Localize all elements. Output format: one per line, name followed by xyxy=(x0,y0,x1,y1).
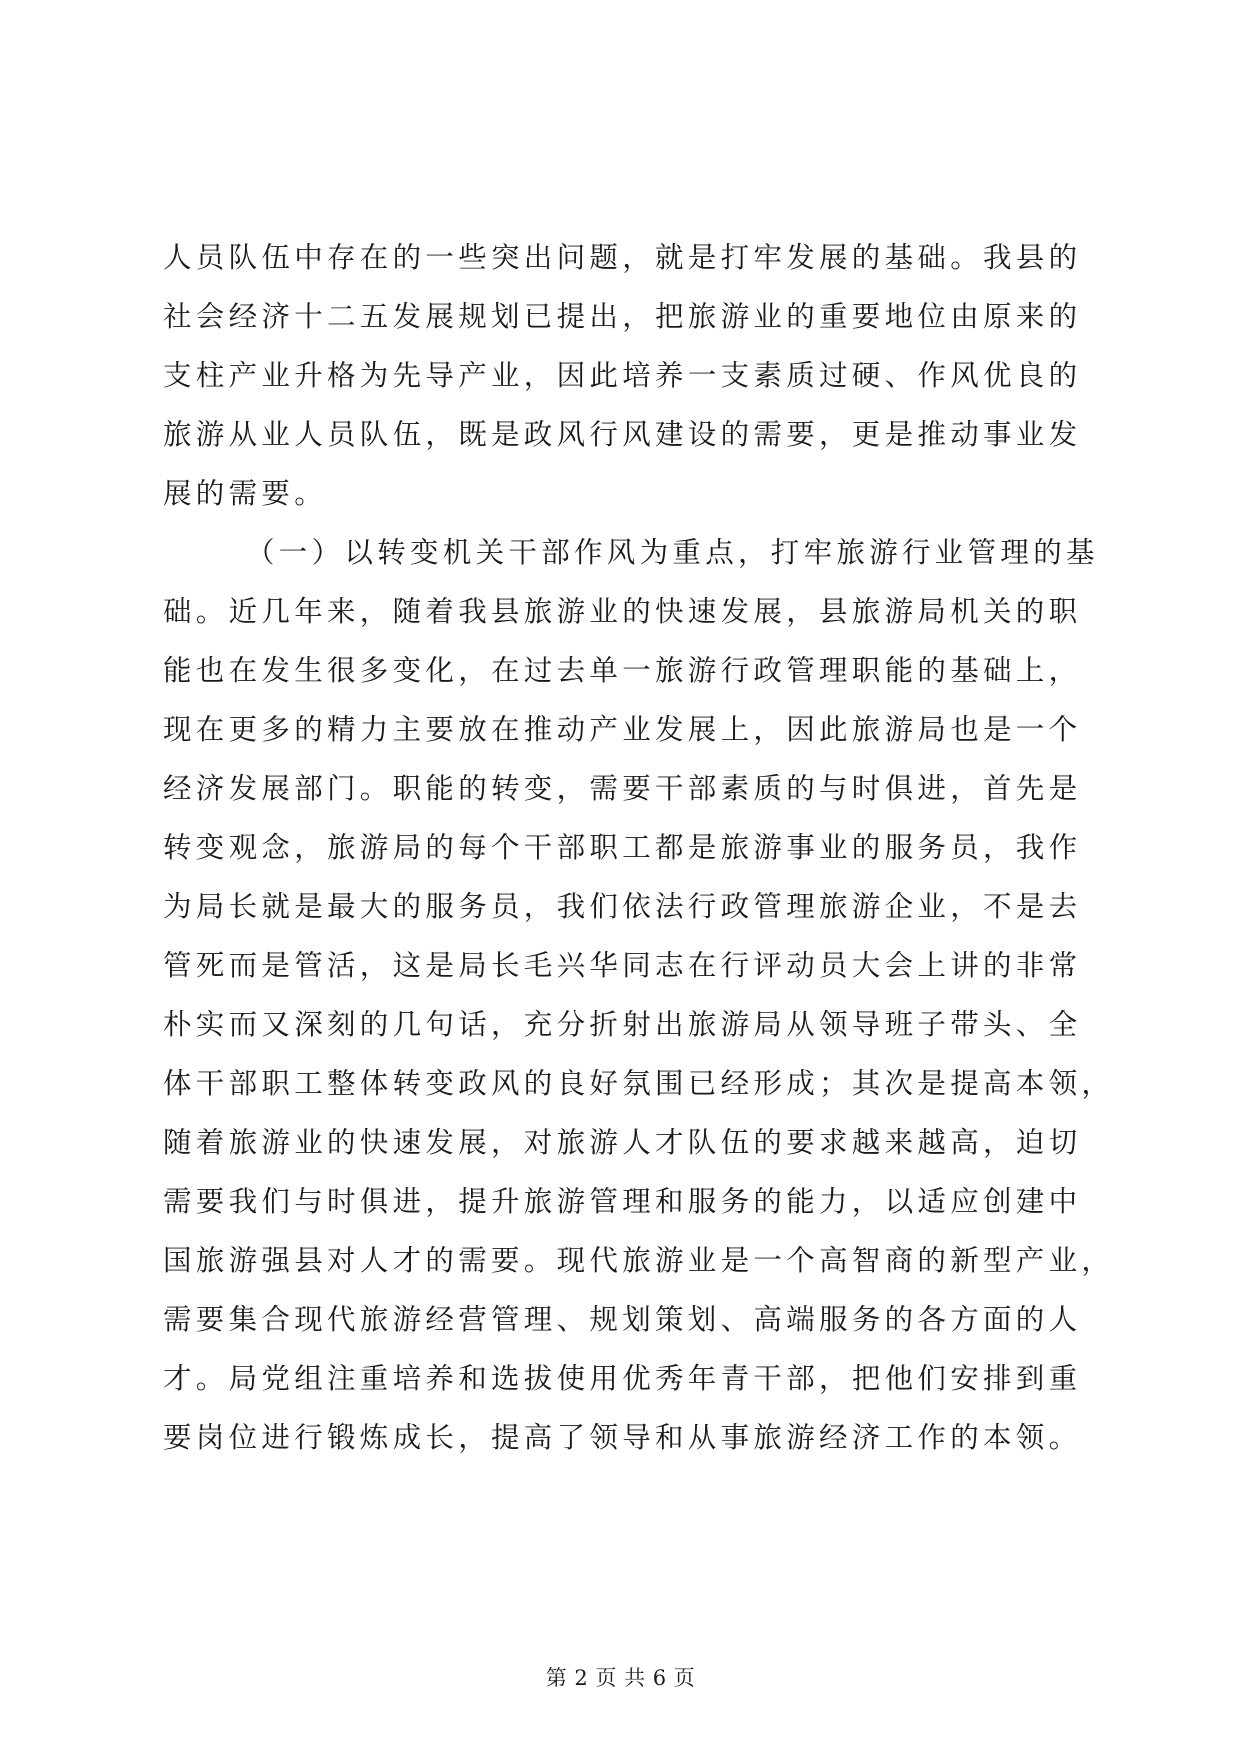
text-line: 转变观念，旅游局的每个干部职工都是旅游事业的服务员，我作 xyxy=(163,831,1082,864)
text-line: 管死而是管活，这是局长毛兴华同志在行评动员大会上讲的非常 xyxy=(163,949,1082,982)
text-line: 经济发展部门。职能的转变，需要干部素质的与时俱进，首先是 xyxy=(163,772,1082,805)
text-line: 需要我们与时俱进，提升旅游管理和服务的能力，以适应创建中 xyxy=(163,1185,1082,1218)
body-text xyxy=(163,228,1115,1467)
text-line: 要岗位进行锻炼成长，提高了领导和从事旅游经济工作的本领。 xyxy=(163,1421,1082,1454)
text-line: 体干部职工整体转变政风的良好氛围已经形成；其次是提高本领， xyxy=(163,1067,1115,1100)
page-number-footer: 第 2 页 共 6 页 xyxy=(545,1666,696,1690)
text-line: 随着旅游业的快速发展，对旅游人才队伍的要求越来越高，迫切 xyxy=(163,1126,1082,1159)
text-line: 社会经济十二五发展规划已提出，把旅游业的重要地位由原来的 xyxy=(163,300,1082,333)
text-line: 需要集合现代旅游经营管理、规划策划、高端服务的各方面的人 xyxy=(163,1303,1082,1336)
text-line: 础。近几年来，随着我县旅游业的快速发展，县旅游局机关的职 xyxy=(163,595,1082,628)
text-line: 展的需要。 xyxy=(163,477,328,510)
text-line: 支柱产业升格为先导产业，因此培养一支素质过硬、作风优良的 xyxy=(163,359,1082,392)
section-heading-line: （一）以转变机关干部作风为重点，打牢旅游行业管理的基 xyxy=(246,536,1099,569)
text-line: 旅游从业人员队伍，既是政风行风建设的需要，更是推动事业发 xyxy=(163,418,1082,451)
text-line: 现在更多的精力主要放在推动产业发展上，因此旅游局也是一个 xyxy=(163,713,1082,746)
text-line: 才。局党组注重培养和选拔使用优秀年青干部，把他们安排到重 xyxy=(163,1362,1082,1395)
text-line: 为局长就是最大的服务员，我们依法行政管理旅游企业，不是去 xyxy=(163,890,1082,923)
text-line: 能也在发生很多变化，在过去单一旅游行政管理职能的基础上， xyxy=(163,654,1082,687)
text-line: 朴实而又深刻的几句话，充分折射出旅游局从领导班子带头、全 xyxy=(163,1008,1082,1041)
text-line: 国旅游强县对人才的需要。现代旅游业是一个高智商的新型产业， xyxy=(163,1244,1115,1277)
text-line: 人员队伍中存在的一些突出问题，就是打牢发展的基础。我县的 xyxy=(163,241,1082,274)
